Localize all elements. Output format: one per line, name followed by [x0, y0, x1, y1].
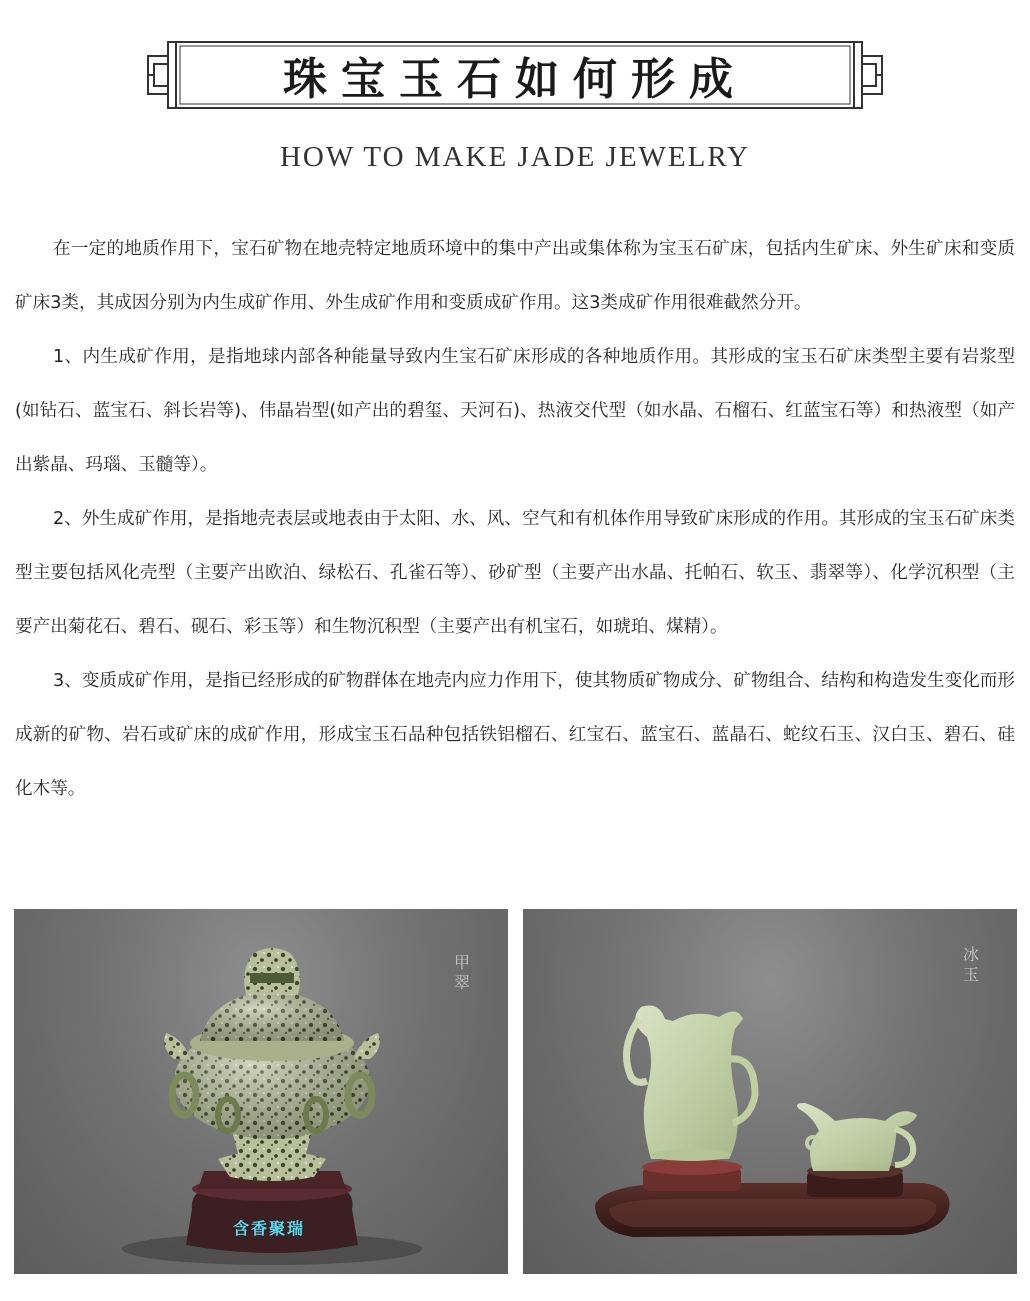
page-subtitle: HOW TO MAKE JADE JEWELRY	[279, 141, 751, 173]
article-body	[15, 222, 1015, 816]
title-banner	[146, 40, 884, 110]
paragraph-exogenic: 2、外生成矿作用，是指地壳表层或地表由于太阳、水、风、空气和有机体作用导致矿床形成的作用。其形成的宝玉石矿床类型主要包括风化壳型（主要产出欧泊、绿松石、孔雀石等）、砂矿型（主要产出水晶、托帕石、软玉、翡翠等）、化学沉积型（主要产出菊花石、碧石、砚石、彩玉等）和生物沉积型（主要产出有机宝石，如琥珀、煤精）。	[15, 509, 1015, 637]
stand-plaque-text: 含香聚瑞	[233, 1219, 306, 1238]
photo-ice-jade-ewers	[523, 909, 1017, 1274]
paragraph-intro: 在一定的地质作用下，宝石矿物在地壳特定地质环境中的集中产出或集体称为宝玉石矿床，包括内生矿床、外生矿床和变质矿床3类，其成因分别为内生成矿作用、外生成矿作用和变质成矿作用。这3类成矿作用很难截然分开。	[15, 239, 1015, 313]
page-title: 珠宝玉石如何形成	[283, 54, 747, 105]
photo-caption-left: 甲翠	[453, 953, 470, 992]
photo-jade-censer	[14, 909, 508, 1274]
photo-caption-right: 冰玉	[962, 945, 979, 984]
paragraph-endogenic: 1、内生成矿作用，是指地球内部各种能量导致内生宝石矿床形成的各种地质作用。其形成的宝玉石矿床类型主要有岩浆型(如钻石、蓝宝石、斜长岩等)、伟晶岩型(如产出的碧玺、天河石)、热液交代型（如水晶、石榴石、红蓝宝石等）和热液型（如产出紫晶、玛瑙、玉髓等）。	[15, 347, 1015, 475]
paragraph-metamorphic: 3、变质成矿作用，是指已经形成的矿物群体在地壳内应力作用下，使其物质矿物成分、矿物组合、结构和构造发生变化而形成新的矿物、岩石或矿床的成矿作用，形成宝玉石品种包括铁铝榴石、红宝石、蓝宝石、蓝晶石、蛇纹石玉、汉白玉、碧石、硅化木等。	[15, 671, 1015, 799]
jade-ewers-icon	[523, 909, 1017, 1274]
